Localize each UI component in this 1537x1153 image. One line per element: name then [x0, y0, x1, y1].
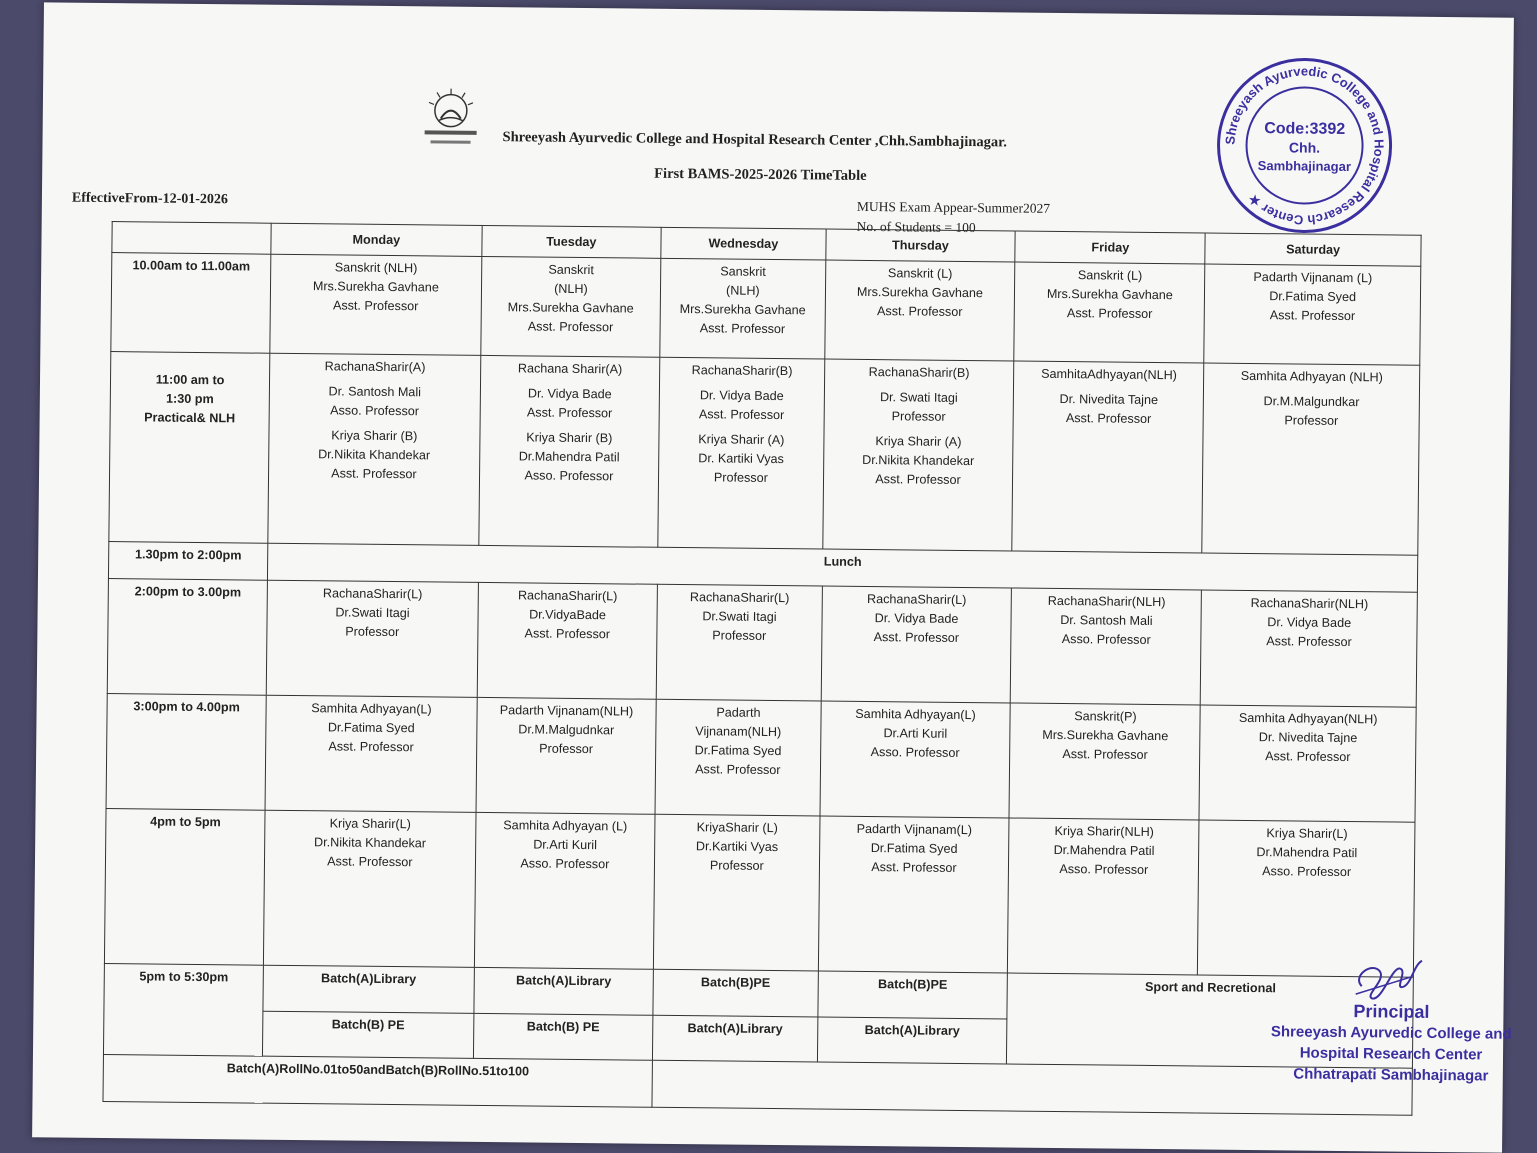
- time-slot-row: [109, 352, 1420, 556]
- class-cell-line: Dr.VidyaBade: [482, 605, 653, 626]
- class-cell-line: Asst. Professor: [484, 403, 655, 424]
- class-cell: [478, 355, 660, 547]
- class-cell-line: Kriya Sharir(L): [269, 814, 471, 835]
- college-logo-icon: [410, 84, 491, 151]
- class-cell-line: Asst. Professor: [269, 852, 471, 873]
- time-slot-text: 1:30 pm: [115, 389, 265, 410]
- principal-title: Principal: [1251, 1000, 1531, 1024]
- class-cell-line: Asst. Professor: [1209, 306, 1416, 327]
- principal-line-2: Hospital Research Center: [1251, 1042, 1531, 1066]
- class-cell-line: Asso. Professor: [1016, 630, 1197, 651]
- class-cell-line: Dr. Kartiki Vyas: [663, 449, 818, 470]
- time-slot-text: Practical& NLH: [115, 408, 265, 429]
- time-slot: 5pm to 5:30pm: [103, 964, 263, 1057]
- class-cell-line: Professor: [659, 856, 814, 877]
- class-cell-line: Dr.M.Malgundkar: [1208, 392, 1415, 413]
- class-cell-line: Asso. Professor: [1203, 862, 1410, 883]
- effective-date: EffectiveFrom-12-01-2026: [72, 191, 228, 209]
- class-cell-line: Dr.Nikita Khandekar: [269, 833, 471, 854]
- class-cell-line: Asso. Professor: [1013, 860, 1194, 881]
- class-cell-line: Sanskrit (L): [1020, 266, 1201, 287]
- class-cell-line: RachanaSharir(B): [829, 363, 1010, 384]
- batch-cell: Batch(B) PE: [263, 1011, 474, 1059]
- batch-cell: Batch(A)Library: [263, 965, 474, 1013]
- class-cell-line: Asst. Professor: [275, 296, 477, 317]
- class-cell: [1204, 264, 1421, 365]
- class-cell-line: (NLH): [485, 279, 656, 300]
- class-cell-line: Dr. Nivedita Tajne: [1018, 390, 1199, 411]
- class-cell-line: Asst. Professor: [660, 760, 815, 781]
- class-cell-line: Asst. Professor: [826, 628, 1007, 649]
- class-cell-line: Asso. Professor: [825, 743, 1006, 764]
- class-cell-line: Dr. Swati Itagi: [828, 388, 1009, 409]
- class-cell-line: Dr.Fatima Syed: [824, 839, 1005, 860]
- class-cell-line: Asst. Professor: [1204, 747, 1411, 768]
- principal-block: [1251, 1000, 1532, 1087]
- class-cell-line: Rachana Sharir(A): [485, 359, 656, 380]
- time-slot-text: 10.00am to 11.00am: [116, 256, 266, 277]
- time-slot-row: [106, 694, 1416, 823]
- college-name: Shreeyash Ayurvedic College and Hospital Research Center ,Chh.Sambhajinagar.: [503, 129, 1007, 151]
- timetable-title: First BAMS-2025-2026 TimeTable: [654, 166, 867, 185]
- class-cell: [480, 256, 661, 357]
- class-cell: [1014, 262, 1205, 363]
- stamp-city: Sambhajinagar: [1258, 158, 1351, 174]
- class-cell-line: RachanaSharir(B): [664, 361, 819, 382]
- class-cell: [658, 357, 824, 549]
- stamp-ring-text: Shreeyash Ayurvedic College and Hospital Research Center ★: [1222, 63, 1388, 229]
- class-cell-line: Dr.Mahendra Patil: [1203, 843, 1410, 864]
- class-cell-line: RachanaSharir(L): [272, 584, 474, 605]
- class-cell-line: Kriya Sharir (A): [828, 432, 1009, 453]
- batch-cell: Batch(A)Library: [817, 1016, 1007, 1063]
- time-slot-row: [107, 579, 1417, 708]
- student-count: No. of Students = 100: [857, 219, 976, 236]
- class-cell-line: Kriya Sharir (B): [484, 428, 655, 449]
- time-slot: [107, 579, 267, 696]
- class-cell: [1202, 363, 1420, 555]
- class-cell: [822, 359, 1014, 551]
- day-header: Saturday: [1205, 233, 1421, 266]
- time-slot-text: 11:00 am to: [115, 370, 265, 391]
- time-slot-text: 3:00pm to 4.00pm: [112, 697, 262, 718]
- principal-line-3: Chhatrapati Sambhajinagar: [1251, 1063, 1531, 1087]
- class-cell-line: Asst. Professor: [829, 302, 1010, 323]
- class-cell-line: Sanskrit(P): [1015, 707, 1196, 728]
- class-cell-line: Mrs.Surekha Gavhane: [485, 298, 656, 319]
- signature-icon: [1342, 946, 1433, 1007]
- class-cell-line: Samhita Adhyayan (L): [480, 816, 651, 837]
- class-cell-line: Dr. Vidya Bade: [484, 384, 655, 405]
- day-header: Thursday: [825, 229, 1015, 262]
- class-cell-line: Padarth Vijnanam(L): [824, 820, 1005, 841]
- class-cell-line: Professor: [481, 739, 652, 760]
- stamp-city-short: Chh.: [1289, 139, 1320, 155]
- class-cell-line: Dr.Fatima Syed: [660, 741, 815, 762]
- class-cell-line: Asst. Professor: [664, 405, 819, 426]
- class-cell-line: Asso. Professor: [479, 854, 650, 875]
- class-cell-line: Asso. Professor: [274, 401, 476, 422]
- class-cell: [264, 810, 476, 967]
- class-cell-line: Mrs.Surekha Gavhane: [275, 277, 477, 298]
- class-cell-line: Professor: [663, 468, 818, 489]
- class-cell: [1008, 818, 1200, 975]
- sport-cell: Sport and Recretional: [1007, 973, 1414, 1068]
- class-cell-line: Dr.Swati Itagi: [272, 603, 474, 624]
- stamp-code: Code:3392: [1264, 120, 1345, 138]
- class-cell-line: RachanaSharir(NLH): [1016, 592, 1197, 613]
- timetable-body: [104, 253, 1420, 978]
- class-cell: [1012, 361, 1204, 553]
- day-header: Wednesday: [661, 227, 826, 260]
- class-cell-line: Kriya Sharir(NLH): [1014, 822, 1195, 843]
- class-cell: [265, 695, 477, 812]
- lunch-cell: Lunch: [268, 543, 1418, 592]
- time-slot-text: 4pm to 5pm: [110, 812, 260, 833]
- corner-cell: [112, 222, 271, 255]
- class-cell-line: Dr.Kartiki Vyas: [659, 837, 814, 858]
- batch-cell: Batch(A)Library: [653, 1015, 818, 1062]
- class-cell-line: Padarth: [661, 703, 816, 724]
- class-cell: [268, 353, 480, 545]
- class-cell-line: Vijnanam(NLH): [661, 722, 816, 743]
- batch-cell: Batch(B)PE: [817, 971, 1007, 1018]
- class-cell-line: Asst. Professor: [1206, 632, 1413, 653]
- day-header: Tuesday: [481, 225, 661, 258]
- day-header: Friday: [1015, 231, 1205, 264]
- class-cell-line: Asst. Professor: [485, 317, 656, 338]
- class-cell-line: Dr.Mahendra Patil: [1013, 841, 1194, 862]
- class-cell-line: Dr. Santosh Mali: [274, 382, 476, 403]
- class-cell-line: Sanskrit: [486, 260, 657, 281]
- class-cell-line: Mrs.Surekha Gavhane: [1015, 726, 1196, 747]
- class-cell-line: Sanskrit: [665, 262, 820, 283]
- class-cell-line: Asst. Professor: [273, 464, 475, 485]
- class-cell-line: (NLH): [665, 281, 820, 302]
- class-cell-line: Asst. Professor: [665, 319, 820, 340]
- class-cell-line: Padarth Vijnanam (L): [1209, 268, 1416, 289]
- class-cell-line: KriyaSharir (L): [660, 818, 815, 839]
- class-cell-line: Dr. Vidya Bade: [664, 386, 819, 407]
- class-cell-line: Dr.Mahendra Patil: [484, 447, 655, 468]
- class-cell-line: Professor: [828, 407, 1009, 428]
- class-cell: [660, 258, 825, 359]
- class-cell-line: Asst. Professor: [270, 737, 472, 758]
- day-header: Monday: [271, 223, 482, 256]
- class-cell-line: Dr.Nikita Khandekar: [828, 451, 1009, 472]
- class-cell-line: Asst. Professor: [827, 470, 1008, 491]
- class-cell-line: Samhita Adhyayan (NLH): [1208, 367, 1415, 388]
- class-cell-line: Professor: [1208, 411, 1415, 432]
- class-cell-line: Dr.Swati Itagi: [662, 607, 817, 628]
- class-cell: [270, 254, 481, 355]
- class-cell-line: Kriya Sharir(L): [1204, 824, 1411, 845]
- exam-info: MUHS Exam Appear-Summer2027: [857, 199, 1050, 217]
- class-cell: [820, 701, 1011, 818]
- time-slot-row: [111, 253, 1421, 366]
- time-slot: [106, 694, 266, 811]
- class-cell-line: Mrs.Surekha Gavhane: [1019, 285, 1200, 306]
- class-cell-line: Sanskrit (L): [830, 264, 1011, 285]
- class-cell-line: Kriya Sharir (B): [273, 426, 475, 447]
- class-cell-line: Asst. Professor: [823, 858, 1004, 879]
- class-cell: [1201, 590, 1418, 707]
- class-cell-line: Dr. Vidya Bade: [826, 609, 1007, 630]
- class-cell-line: Mrs.Surekha Gavhane: [829, 283, 1010, 304]
- class-cell-line: Professor: [271, 622, 473, 643]
- class-cell: [477, 582, 658, 699]
- class-cell: [474, 812, 655, 969]
- batch-cell: Batch(B)PE: [653, 969, 818, 1016]
- class-cell-line: Asso. Professor: [484, 466, 655, 487]
- class-cell-line: RachanaSharir(NLH): [1206, 594, 1413, 615]
- time-slot: [104, 809, 265, 966]
- time-slot: [109, 352, 270, 544]
- class-cell: [656, 584, 821, 701]
- class-cell-line: Professor: [662, 626, 817, 647]
- class-cell-line: RachanaSharir(L): [482, 586, 653, 607]
- class-cell: [655, 699, 820, 816]
- class-cell-line: Dr.Fatima Syed: [270, 718, 472, 739]
- class-cell-line: Dr.Arti Kuril: [825, 724, 1006, 745]
- class-cell-line: Samhita Adhyayan(L): [271, 699, 473, 720]
- class-cell-line: Samhita Adhyayan(NLH): [1205, 709, 1412, 730]
- timetable-footer: [103, 964, 1413, 1116]
- class-cell-line: RachanaSharir(L): [826, 590, 1007, 611]
- time-slot: [111, 253, 271, 354]
- timetable-grid: [102, 221, 1421, 1116]
- class-cell-line: Sanskrit (NLH): [275, 258, 477, 279]
- class-cell-line: Asst. Professor: [1019, 304, 1200, 325]
- time-slot: 1.30pm to 2:00pm: [108, 542, 268, 581]
- principal-line-1: Shreeyash Ayurvedic College and: [1251, 1021, 1531, 1045]
- class-cell: [1199, 705, 1416, 822]
- class-cell-line: Kriya Sharir (A): [664, 430, 819, 451]
- class-cell: [266, 580, 478, 697]
- college-stamp-icon: [1214, 55, 1396, 237]
- class-cell-line: Dr.Nikita Khandekar: [273, 445, 475, 466]
- class-cell: [1011, 588, 1202, 705]
- class-cell: [654, 814, 820, 971]
- class-cell: [476, 697, 657, 814]
- class-cell-line: Dr. Santosh Mali: [1016, 611, 1197, 632]
- class-cell-line: Samhita Adhyayan(L): [825, 705, 1006, 726]
- class-cell-line: Asst. Professor: [482, 624, 653, 645]
- batch-roll-note: Batch(A)RollNo.01to50andBatch(B)RollNo.51to100: [103, 1055, 653, 1108]
- class-cell-line: RachanaSharir(L): [662, 588, 817, 609]
- class-cell-line: RachanaSharir(A): [274, 357, 476, 378]
- class-cell-line: Dr. Nivedita Tajne: [1205, 728, 1412, 749]
- class-cell: [1009, 703, 1200, 820]
- class-cell: [818, 816, 1010, 973]
- time-slot-row: [104, 809, 1415, 978]
- class-cell-line: Padarth Vijnanam(NLH): [481, 701, 652, 722]
- batch-cell: Batch(B) PE: [473, 1013, 653, 1060]
- timetable-sheet: [32, 2, 1514, 1152]
- batch-cell: Batch(A)Library: [474, 967, 654, 1014]
- class-cell-line: Dr. Vidya Bade: [1206, 613, 1413, 634]
- class-cell-line: Dr.Arti Kuril: [480, 835, 651, 856]
- class-cell-line: Asst. Professor: [1018, 409, 1199, 430]
- class-cell-line: Dr.Fatima Syed: [1209, 287, 1416, 308]
- class-cell-line: Mrs.Surekha Gavhane: [665, 300, 820, 321]
- time-slot-text: 2:00pm to 3.00pm: [113, 582, 263, 603]
- class-cell: [824, 260, 1015, 361]
- class-cell-line: Asst. Professor: [1014, 745, 1195, 766]
- class-cell-line: SamhitaAdhyayan(NLH): [1018, 365, 1199, 386]
- class-cell-line: Dr.M.Malgudnkar: [481, 720, 652, 741]
- class-cell: [821, 586, 1012, 703]
